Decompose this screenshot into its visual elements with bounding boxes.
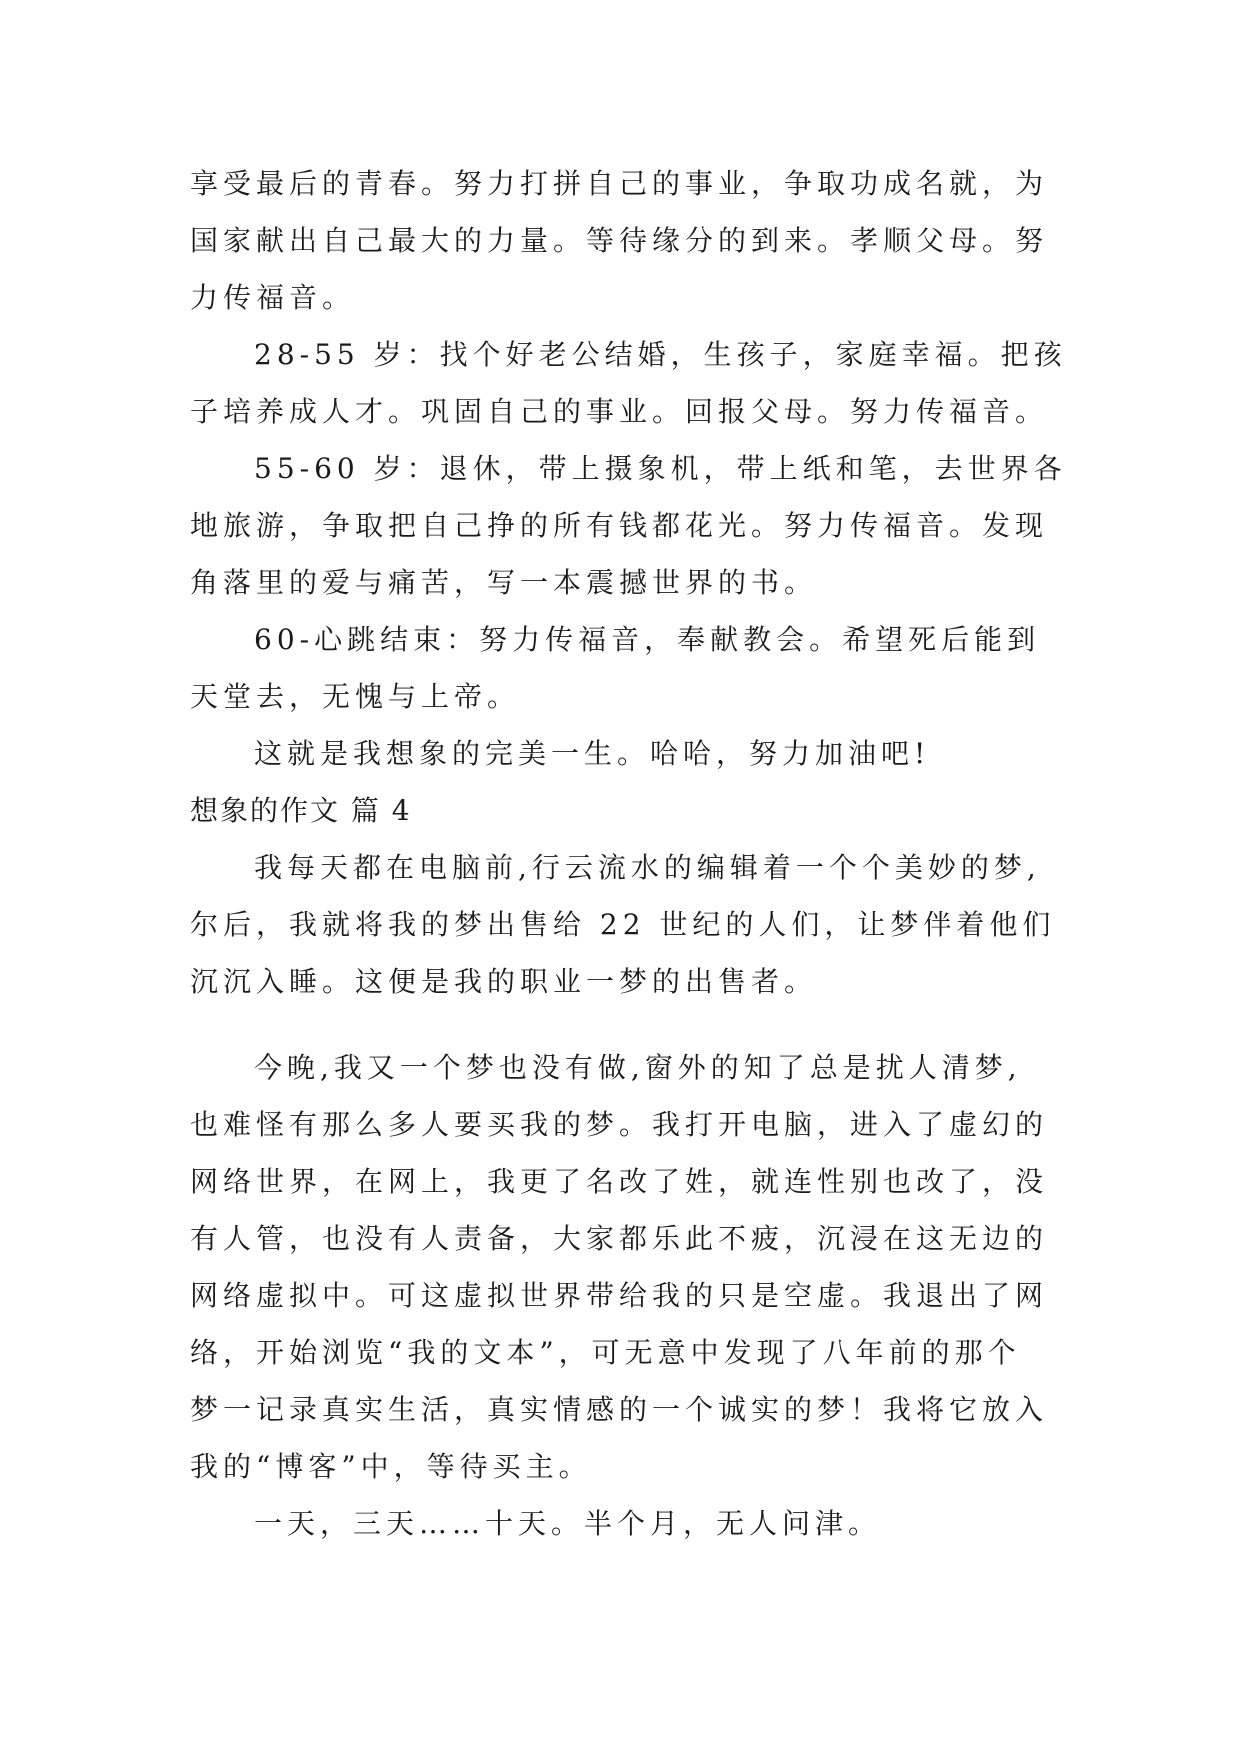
text-line: 28-55 岁：找个好老公结婚，生孩子，家庭幸福。把孩 (254, 338, 1067, 371)
text-line: 60-心跳结束：努力传福音，奉献教会。希望死后能到 (254, 623, 1041, 656)
text-line: 子培养成人才。巩固自己的事业。回报父母。努力传福音。 (190, 395, 1049, 428)
text-line: 尔后，我就将我的梦出售给 22 世纪的人们，让梦伴着他们 (190, 908, 1056, 941)
text-line: 梦一记录真实生活，真实情感的一个诚实的梦！我将它放入 (190, 1393, 1049, 1426)
text-line: 我每天都在电脑前,行云流水的编辑着一个个美妙的梦, (254, 851, 1041, 884)
text-line: 有人管，也没有人责备，大家都乐此不疲，沉浸在这无边的 (190, 1222, 1049, 1255)
text-line: 也难怪有那么多人要买我的梦。我打开电脑，进入了虚幻的 (190, 1108, 1049, 1141)
text-line: 享受最后的青春。努力打拼自己的事业，争取功成名就，为 (190, 167, 1049, 200)
text-line: 我的“博客”中，等待买主。 (190, 1450, 592, 1483)
text-line: 55-60 岁：退休，带上摄象机，带上纸和笔，去世界各 (254, 452, 1067, 485)
text-line: 地旅游，争取把自己挣的所有钱都花光。努力传福音。发现 (190, 509, 1049, 542)
text-line: 天堂去，无愧与上帝。 (190, 680, 521, 713)
text-line: 这就是我想象的完美一生。哈哈，努力加油吧! (254, 737, 931, 770)
text-line: 网络世界，在网上，我更了名改了姓，就连性别也改了，没 (190, 1165, 1049, 1198)
text-line: 络，开始浏览“我的文本”，可无意中发现了八年前的那个 (190, 1336, 1021, 1369)
text-line: 力传福音。 (190, 281, 356, 314)
text-line: 今晚,我又一个梦也没有做,窗外的知了总是扰人清梦, (254, 1051, 1022, 1084)
section-heading: 想象的作文 篇 4 (190, 794, 412, 827)
text-line: 国家献出自己最大的力量。等待缘分的到来。孝顺父母。努 (190, 224, 1049, 257)
text-line: 一天，三天……十天。半个月，无人问津。 (254, 1507, 882, 1540)
text-line: 沉沉入睡。这便是我的职业一梦的出售者。 (190, 965, 818, 998)
text-line: 角落里的爱与痛苦，写一本震撼世界的书。 (190, 566, 818, 599)
text-line: 网络虚拟中。可这虚拟世界带给我的只是空虚。我退出了网 (190, 1279, 1049, 1312)
